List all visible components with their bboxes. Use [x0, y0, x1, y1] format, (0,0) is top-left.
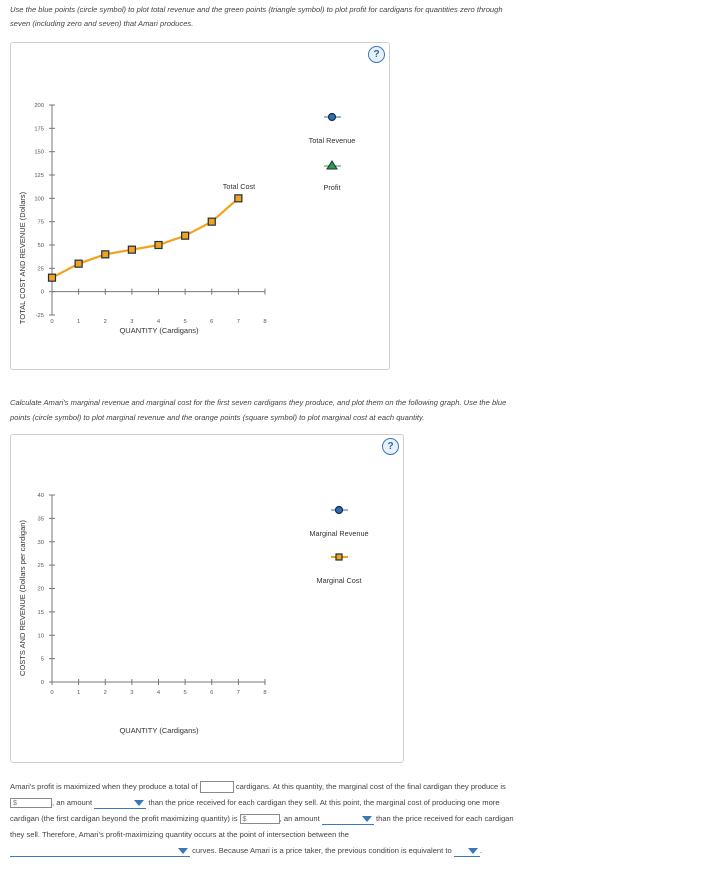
- question-line-2: [10, 795, 500, 811]
- y-tick-label: 30: [37, 539, 44, 546]
- y-tick-label: 50: [37, 243, 44, 249]
- y-tick-label: 0: [40, 289, 44, 296]
- total-cost-point: [49, 274, 56, 281]
- x-tick-label: 6: [210, 690, 214, 696]
- comparison-dropdown-2[interactable]: [322, 814, 374, 825]
- y-tick-label: 40: [37, 493, 44, 499]
- y-axis-label: COSTS AND REVENUE (Dollars per cardigan): [18, 520, 27, 676]
- question-text: , an amount: [52, 798, 93, 807]
- question-text: cardigan (the first cardigan beyond the profit maximizing quantity) is: [10, 814, 238, 823]
- y-tick-label: 125: [34, 173, 44, 179]
- question-line-1: [10, 779, 506, 795]
- x-tick-label: 7: [236, 319, 240, 325]
- y-tick-label: 75: [37, 219, 44, 226]
- y-tick-label: 175: [34, 126, 44, 133]
- x-axis-label: QUANTITY (Cardigans): [119, 326, 199, 335]
- x-tick-label: 1: [77, 319, 81, 325]
- question-line-4: they sell. Therefore, Amari's profit-maximizing quantity occurs at the point of intersection between the: [10, 830, 349, 839]
- x-tick-label: 5: [183, 319, 187, 325]
- x-axis-label: QUANTITY (Cardigans): [119, 726, 199, 735]
- total-cost-point: [155, 242, 162, 249]
- y-tick-label: 0: [40, 680, 44, 686]
- question-text: curves. Because Amari is a price taker, the previous condition is equivalent to: [192, 846, 452, 855]
- x-tick-label: 3: [130, 690, 134, 696]
- y-tick-label: 200: [34, 103, 44, 109]
- x-tick-label: 8: [263, 319, 267, 325]
- total-cost-point: [208, 218, 215, 225]
- y-tick-label: 150: [34, 149, 44, 156]
- x-tick-label: 2: [103, 690, 107, 696]
- chevron-down-icon: [362, 816, 372, 822]
- marginal-revenue-legend-label: Marginal Revenue: [309, 529, 369, 538]
- total-cost-point: [75, 260, 82, 267]
- marginal-cost-input[interactable]: $: [10, 798, 52, 808]
- marginal-cost-legend-label: Marginal Cost: [316, 576, 362, 585]
- marginal-revenue-legend-tool[interactable]: [309, 507, 368, 539]
- marginal-cost-revenue-chart[interactable]: [11, 435, 403, 762]
- profit-legend-tool[interactable]: [323, 161, 341, 192]
- total-cost-point: [102, 251, 109, 258]
- total-cost-point: [182, 232, 189, 239]
- marginal-cost-legend-marker: [336, 554, 342, 560]
- next-marginal-cost-input[interactable]: $: [240, 814, 280, 824]
- comparison-dropdown-1[interactable]: [94, 798, 146, 809]
- question-line-5: [10, 843, 482, 859]
- marginal-cost-legend-tool[interactable]: [316, 554, 361, 585]
- intersection-curves-dropdown[interactable]: [10, 846, 190, 857]
- chevron-down-icon: [178, 848, 188, 854]
- total-cost-point: [128, 246, 135, 253]
- x-tick-label: 7: [236, 690, 240, 696]
- total-graph-panel: [10, 42, 390, 370]
- total-cost-label: Total Cost: [222, 182, 256, 191]
- y-tick-label: 100: [34, 196, 44, 203]
- y-axis-label: TOTAL COST AND REVENUE (Dollars): [18, 191, 27, 325]
- y-tick-label: 35: [37, 516, 44, 523]
- help-icon[interactable]: ?: [368, 46, 385, 63]
- x-tick-label: 0: [50, 319, 54, 325]
- question-text: Amari's profit is maximized when they produce a total of: [10, 782, 198, 791]
- x-tick-label: 6: [210, 319, 214, 325]
- instructions-line-4: points (circle symbol) to plot marginal revenue and the orange points (square symbol) to plot marginal cost at each quantity.: [10, 413, 425, 422]
- y-tick-label: 10: [37, 633, 44, 640]
- question-text: .: [479, 846, 482, 855]
- instructions-line-1: Use the blue points (circle symbol) to plot total revenue and the green points (triangle symbol) to plot profit for cardigans for quantities zero through: [10, 5, 503, 14]
- question-text: , an amount: [279, 814, 320, 823]
- y-tick-label: 25: [37, 266, 44, 273]
- question-text: than the price received for each cardigan: [376, 814, 514, 823]
- y-tick-label: -25: [35, 313, 44, 319]
- help-icon[interactable]: ?: [382, 438, 399, 455]
- marginal-graph-panel: [10, 434, 404, 763]
- x-tick-label: 5: [183, 690, 187, 696]
- question-text: cardigans. At this quantity, the marginal cost of the final cardigan they produce is: [235, 782, 506, 791]
- instructions-line-2: seven (including zero and seven) that Amari produces.: [10, 19, 194, 28]
- total-revenue-legend-tool[interactable]: [309, 114, 356, 146]
- x-tick-label: 4: [156, 690, 161, 696]
- question-text: than the price received for each cardigan they sell. At this point, the marginal cost of producing one more: [148, 798, 500, 807]
- profit-legend-label: Profit: [323, 183, 341, 192]
- price-taker-dropdown[interactable]: [454, 846, 480, 857]
- x-tick-label: 1: [77, 690, 81, 696]
- chevron-down-icon: [468, 848, 478, 854]
- x-tick-label: 3: [130, 319, 134, 325]
- chevron-down-icon: [134, 800, 144, 806]
- y-tick-label: 20: [37, 586, 44, 593]
- y-tick-label: 25: [37, 563, 44, 570]
- total-revenue-legend-label: Total Revenue: [308, 136, 356, 145]
- y-tick-label: 15: [37, 609, 44, 616]
- marginal-revenue-legend-marker: [336, 507, 343, 514]
- x-tick-label: 4: [156, 319, 161, 325]
- total-revenue-legend-marker: [329, 114, 336, 121]
- quantity-input[interactable]: [200, 781, 234, 793]
- instructions-line-3: Calculate Amari's marginal revenue and marginal cost for the first seven cardigans they produce, and plot them on the following graph. Use the blue: [10, 398, 507, 407]
- total-cost-point: [235, 195, 242, 202]
- x-tick-label: 8: [263, 690, 267, 696]
- question-line-3: [10, 811, 514, 827]
- x-tick-label: 0: [50, 690, 54, 696]
- y-tick-label: 5: [40, 656, 44, 663]
- x-tick-label: 2: [103, 319, 107, 325]
- total-cost-revenue-chart[interactable]: [11, 43, 389, 369]
